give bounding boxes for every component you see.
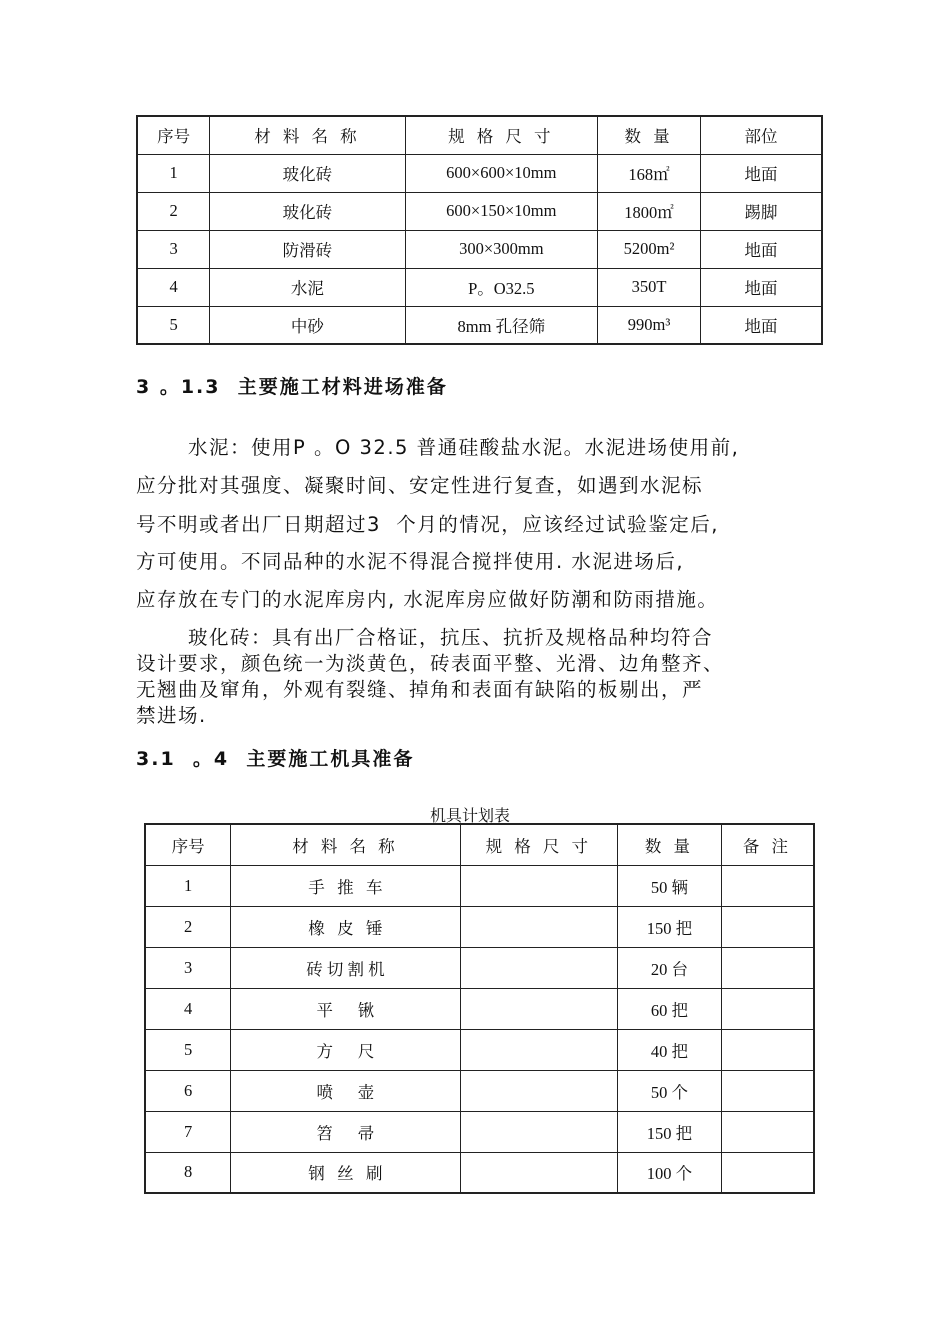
cell-note: [721, 988, 814, 1029]
table-row: [137, 268, 822, 306]
header-cell: 规 格 尺 寸: [405, 116, 598, 154]
cell-note: [721, 1029, 814, 1070]
cell-no: 4: [145, 988, 231, 1029]
cell-name: 喷 壶: [231, 1070, 460, 1111]
table-header-row: [137, 116, 822, 154]
cell-note: [721, 947, 814, 988]
header-cell: 序号: [137, 116, 210, 154]
cell-name: 平 锹: [231, 988, 460, 1029]
cell-qty: 1800㎡: [598, 192, 701, 230]
cell-qty: 40 把: [618, 1029, 722, 1070]
table-header-row: [145, 824, 814, 865]
cell-part: 地面: [700, 268, 822, 306]
cell-spec: [460, 947, 617, 988]
cell-no: 6: [145, 1070, 231, 1111]
cell-name: 钢 丝 刷: [231, 1152, 460, 1193]
cell-spec: 600×150×10mm: [405, 192, 598, 230]
table-row: [137, 192, 822, 230]
table-row: [145, 988, 814, 1029]
cell-spec: [460, 906, 617, 947]
cell-name: 水泥: [210, 268, 405, 306]
cell-spec: [460, 1070, 617, 1111]
table-row: [137, 306, 822, 344]
table-row: [145, 1152, 814, 1193]
cell-name: 笤 帚: [231, 1111, 460, 1152]
table-row: [145, 947, 814, 988]
cell-spec: 300×300mm: [405, 230, 598, 268]
header-cell: 材 料 名 称: [231, 824, 460, 865]
cell-qty: 168㎡: [598, 154, 701, 192]
cell-name: 方 尺: [231, 1029, 460, 1070]
header-cell: 部位: [700, 116, 822, 154]
cell-note: [721, 1070, 814, 1111]
header-cell: 序号: [145, 824, 231, 865]
cell-part: 地面: [700, 230, 822, 268]
table-row: [137, 230, 822, 268]
cell-spec: [460, 988, 617, 1029]
cell-no: 8: [145, 1152, 231, 1193]
paragraph-line: 水泥：使用P 。O 32.5 普通硅酸盐水泥。水泥进场使用前,: [188, 436, 740, 459]
cell-spec: [460, 1152, 617, 1193]
cell-qty: 150 把: [618, 906, 722, 947]
table-row: [145, 865, 814, 906]
table-row: [145, 1111, 814, 1152]
cell-note: [721, 906, 814, 947]
paragraph-line: 禁进场.: [136, 704, 207, 727]
cell-name: 橡 皮 锤: [231, 906, 460, 947]
paragraph-line: 应分批对其强度、凝聚时间、安定性进行复查，如遇到水泥标: [136, 474, 704, 497]
cell-spec: [460, 1111, 617, 1152]
cell-note: [721, 1152, 814, 1193]
cell-spec: [460, 865, 617, 906]
header-cell: 数 量: [598, 116, 701, 154]
cell-no: 3: [145, 947, 231, 988]
table-row: [145, 1070, 814, 1111]
cell-qty: 60 把: [618, 988, 722, 1029]
header-cell: 材 料 名 称: [210, 116, 405, 154]
cell-part: 地面: [700, 154, 822, 192]
cell-no: 3: [137, 230, 210, 268]
table-row: [145, 906, 814, 947]
cell-qty: 150 把: [618, 1111, 722, 1152]
cell-qty: 20 台: [618, 947, 722, 988]
paragraph-line: 号不明或者出厂日期超过3 个月的情况，应该经过试验鉴定后,: [136, 513, 720, 536]
cell-no: 5: [145, 1029, 231, 1070]
cell-qty: 350T: [598, 268, 701, 306]
paragraph-line: 无翘曲及窜角，外观有裂缝、掉角和表面有缺陷的板剔出，严: [136, 678, 704, 701]
cell-part: 地面: [700, 306, 822, 344]
cell-name: 手 推 车: [231, 865, 460, 906]
cell-no: 5: [137, 306, 210, 344]
header-cell: 数 量: [618, 824, 722, 865]
cell-qty: 50 个: [618, 1070, 722, 1111]
cell-no: 1: [145, 865, 231, 906]
cell-name: 玻化砖: [210, 154, 405, 192]
cell-qty: 5200m²: [598, 230, 701, 268]
paragraph-line: 方可使用。不同品种的水泥不得混合搅拌使用. 水泥进场后,: [136, 550, 685, 573]
materials-table: [136, 115, 823, 345]
cell-qty: 50 辆: [618, 865, 722, 906]
cell-spec: P。O32.5: [405, 268, 598, 306]
cell-no: 1: [137, 154, 210, 192]
cell-spec: [460, 1029, 617, 1070]
header-cell: 备 注: [721, 824, 814, 865]
cell-spec: 8mm 孔径筛: [405, 306, 598, 344]
cell-note: [721, 1111, 814, 1152]
cell-no: 4: [137, 268, 210, 306]
cell-name: 中砂: [210, 306, 405, 344]
machines-table: [144, 823, 815, 1194]
cell-name: 玻化砖: [210, 192, 405, 230]
table-row: [145, 1029, 814, 1070]
section-heading-313: 3 。1.3 主要施工材料进场准备: [136, 376, 448, 398]
cell-name: 砖 切 割 机: [231, 947, 460, 988]
cell-no: 2: [137, 192, 210, 230]
cell-name: 防滑砖: [210, 230, 405, 268]
cell-part: 踢脚: [700, 192, 822, 230]
table-caption: 机具计划表: [430, 806, 511, 825]
cell-no: 2: [145, 906, 231, 947]
paragraph-line: 设计要求，颜色统一为淡黄色，砖表面平整、光滑、边角整齐、: [136, 652, 725, 675]
cell-note: [721, 865, 814, 906]
paragraph-line: 玻化砖：具有出厂合格证，抗压、抗折及规格品种均符合: [188, 626, 714, 649]
cell-qty: 100 个: [618, 1152, 722, 1193]
cell-qty: 990m³: [598, 306, 701, 344]
cell-spec: 600×600×10mm: [405, 154, 598, 192]
section-heading-314: 3.1 。4 主要施工机具准备: [136, 748, 415, 770]
table-row: [137, 154, 822, 192]
paragraph-line: 应存放在专门的水泥库房内, 水泥库房应做好防潮和防雨措施。: [136, 588, 719, 611]
cell-no: 7: [145, 1111, 231, 1152]
header-cell: 规 格 尺 寸: [460, 824, 617, 865]
